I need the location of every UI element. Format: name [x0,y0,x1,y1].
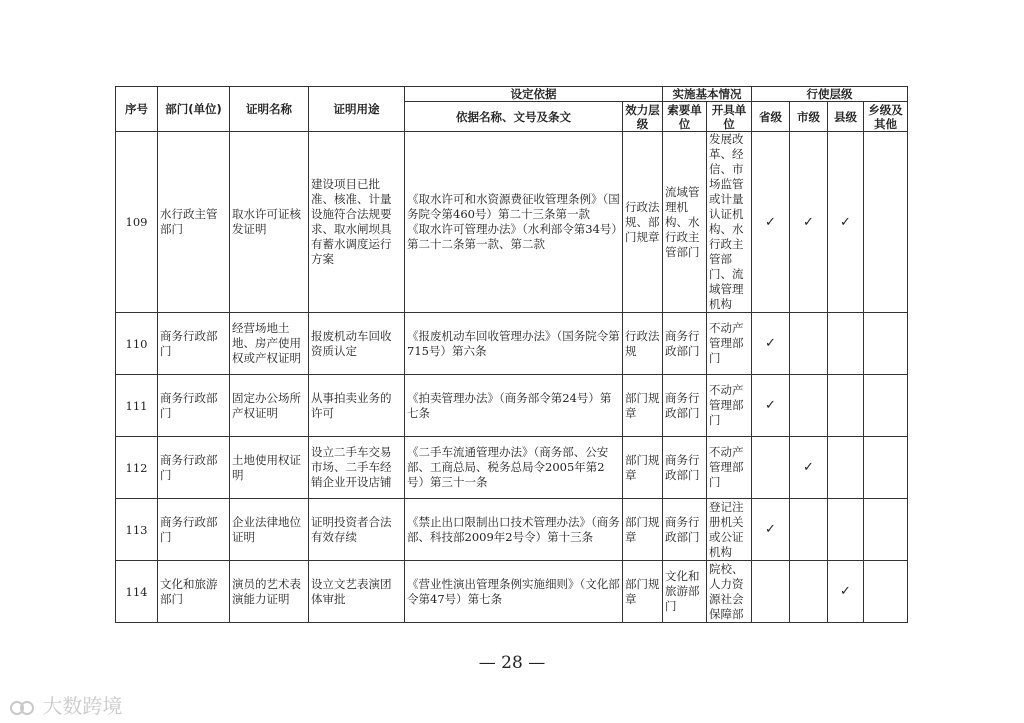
row-dept: 商务行政部门 [158,375,230,437]
header-use: 证明用途 [309,87,405,132]
row-check-city: ✓ [790,437,828,499]
header-impl-group: 实施基本情况 [663,87,752,102]
watermark-text: 大数跨境 [42,694,123,718]
watermark [8,690,122,719]
row-basis: 《报废机动车回收管理办法》（国务院令第715号）第六条 [405,313,623,375]
row-req-unit: 商务行政部门 [663,375,707,437]
row-use: 证明投资者合法有效存续 [309,499,405,561]
row-check-county: ✓ [828,561,864,623]
table-row [116,499,908,561]
row-level: 部门规章 [623,499,663,561]
watermark-logo-icon [8,698,36,718]
row-check-city: ✓ [790,132,828,313]
row-req-unit: 流域管理机构、水行政主管部门 [663,132,707,313]
table-row [116,132,908,313]
row-check-county [828,499,864,561]
row-dept: 商务行政部门 [158,499,230,561]
row-dept: 商务行政部门 [158,437,230,499]
row-issue-unit: 不动产管理部门 [707,313,752,375]
table-body [116,132,908,623]
row-check-town [864,313,908,375]
page-number: — 28 — [478,653,546,673]
row-basis: 《二手车流通管理办法》（商务部、公安部、工商总局、税务总局令2005年第2号）第三十一条 [405,437,623,499]
table-row [116,437,908,499]
row-dept: 商务行政部门 [158,313,230,375]
row-check-county [828,375,864,437]
row-level: 行政法规、部门规章 [623,132,663,313]
row-check-province: ✓ [752,375,790,437]
row-check-town [864,132,908,313]
row-basis: 《禁止出口限制出口技术管理办法》（商务部、科技部2009年2号令）第十三条 [405,499,623,561]
header-basis-name: 依据名称、文号及条文 [405,102,623,132]
header-issue-unit: 开具单位 [707,102,752,132]
row-check-county [828,313,864,375]
row-check-city [790,313,828,375]
table-row [116,313,908,375]
row-check-province: ✓ [752,132,790,313]
row-check-town [864,437,908,499]
table-row [116,561,908,623]
certificate-table [115,86,908,623]
row-level: 部门规章 [623,561,663,623]
row-dept: 文化和旅游部门 [158,561,230,623]
row-level: 行政法规 [623,313,663,375]
header-level: 效力层级 [623,102,663,132]
row-basis: 《营业性演出管理条例实施细则》（文化部令第47号）第七条 [405,561,623,623]
table-row [116,375,908,437]
header-city: 市级 [790,102,828,132]
row-seq: 114 [116,561,158,623]
row-level: 部门规章 [623,375,663,437]
header-exercise-group: 行使层级 [752,87,908,102]
row-name: 固定办公场所产权证明 [230,375,309,437]
row-basis: 《取水许可和水资源费征收管理条例》（国务院令第460号）第二十三条第一款 《取水许可管理办法》（水利部令第34号）第二十二条第一款、第二款 [405,132,623,313]
row-check-city [790,375,828,437]
row-check-town [864,375,908,437]
row-check-town [864,499,908,561]
row-issue-unit: 登记注册机关或公证机构 [707,499,752,561]
row-use: 设立二手车交易市场、二手车经销企业开设店铺 [309,437,405,499]
row-name: 企业法律地位证明 [230,499,309,561]
row-seq: 111 [116,375,158,437]
row-seq: 109 [116,132,158,313]
header-county: 县级 [828,102,864,132]
header-dept: 部门(单位) [158,87,230,132]
row-check-city [790,499,828,561]
header-seq: 序号 [116,87,158,132]
row-name: 取水许可证核发证明 [230,132,309,313]
row-issue-unit: 院校、人力资源社会保障部 [707,561,752,623]
header-req-unit: 索要单位 [663,102,707,132]
row-req-unit: 商务行政部门 [663,313,707,375]
row-seq: 110 [116,313,158,375]
row-req-unit: 文化和旅游部门 [663,561,707,623]
header-basis-group: 设定依据 [405,87,663,102]
header-name: 证明名称 [230,87,309,132]
row-issue-unit: 不动产管理部门 [707,375,752,437]
header-town: 乡级及其他 [864,102,908,132]
row-check-province: ✓ [752,499,790,561]
row-check-city [790,561,828,623]
row-req-unit: 商务行政部门 [663,437,707,499]
row-use: 设立文艺表演团体审批 [309,561,405,623]
row-dept: 水行政主管部门 [158,132,230,313]
row-use: 报废机动车回收资质认定 [309,313,405,375]
row-basis: 《拍卖管理办法》（商务部令第24号）第七条 [405,375,623,437]
row-level: 部门规章 [623,437,663,499]
row-req-unit: 商务行政部门 [663,499,707,561]
header-province: 省级 [752,102,790,132]
row-use: 从事拍卖业务的许可 [309,375,405,437]
row-name: 土地使用权证明 [230,437,309,499]
row-check-county [828,437,864,499]
row-issue-unit: 发展改革、经信、市场监管或计量认证机构、水行政主管部门、流域管理机构 [707,132,752,313]
row-check-province [752,561,790,623]
row-use: 建设项目已批准、核准、计量设施符合法规要求、取水闸坝具有蓄水调度运行方案 [309,132,405,313]
row-check-town [864,561,908,623]
row-seq: 112 [116,437,158,499]
row-check-province [752,437,790,499]
row-check-province: ✓ [752,313,790,375]
row-name: 经营场地土地、房产使用权或产权证明 [230,313,309,375]
row-name: 演员的艺术表演能力证明 [230,561,309,623]
row-seq: 113 [116,499,158,561]
row-issue-unit: 不动产管理部门 [707,437,752,499]
row-check-county: ✓ [828,132,864,313]
